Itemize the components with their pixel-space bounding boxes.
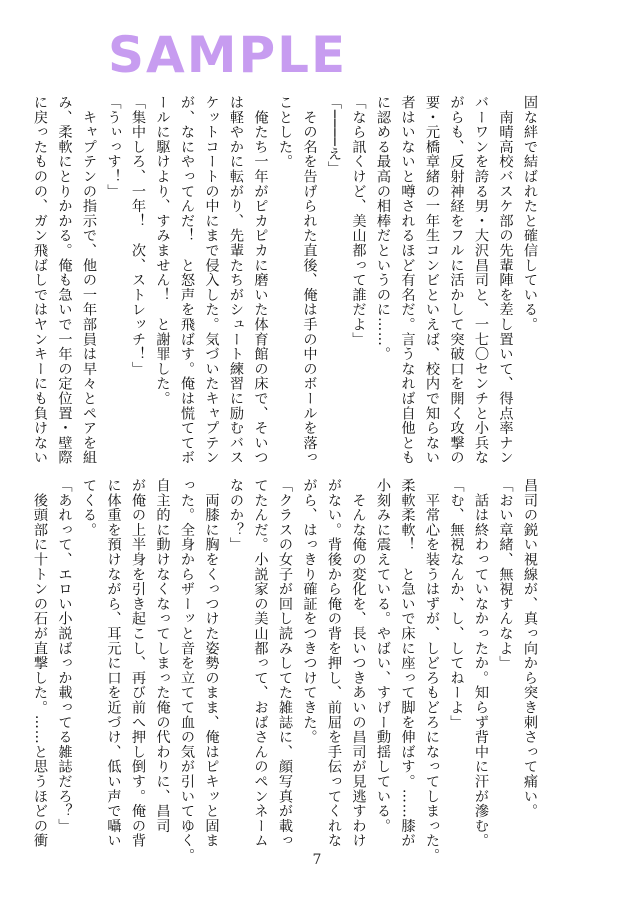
text-line: ケットコートの中にまで侵入した。気づいたキャプテン: [203, 95, 220, 465]
sample-watermark: SAMPLE: [108, 26, 348, 84]
text-line: そんな俺の変化を、長いつきあいの昌司が見逃すわけ: [350, 478, 367, 848]
text-line: は軽やかに転がり、先輩たちがシュート練習に励むバス: [228, 95, 244, 465]
text-line: 話は終わっていなかったか。知らず背中に汗が滲む。: [473, 478, 489, 848]
text-line: 南晴高校バスケ部の先輩陣を差し置いて、得点率ナン: [497, 95, 514, 465]
text-line: 平常心を装うはずが、しどろもどろになってしまった。: [424, 478, 440, 863]
text-line: み、柔軟にとりかかる。俺も急いで一年の定位置・壁際: [56, 95, 73, 465]
text-line: がない。背後から俺の背を押し、前屈を手伝ってくれな: [326, 478, 342, 848]
text-line: なのか？」: [228, 478, 244, 552]
text-line: った。全身からザーッと音を立てて血の気が引いてゆく。: [179, 478, 195, 863]
page-number: 7: [312, 852, 322, 868]
text-line: 「なら訊くけど、美山都って誰だよ」: [350, 95, 367, 347]
text-line: バーワンを誇る男・大沢昌司と、一七〇センチと小兵な: [473, 95, 489, 465]
text-line: がら、はっきり確証をつきつけてきた。: [301, 478, 318, 745]
text-line: ールに駆けより、すみません！ と謝罪した。: [154, 95, 171, 406]
text-line: 自主的に動けなくなってしまった俺の代わりに、昌司: [154, 478, 171, 834]
text-line: 「クラスの女子が回し読みしてた雑誌に、顔写真が載っ: [277, 478, 293, 848]
text-line: 固な絆で結ばれたと確信している。: [522, 95, 538, 332]
text-line: 俺たち一年がピカピカに磨いた体育館の床で、そいつ: [252, 95, 269, 465]
text-line: に戻ったものの、ガン飛ばしではヤンキーにも負けない: [32, 95, 48, 465]
text-line: に認める最高の相棒だというのに……。: [375, 95, 391, 362]
text-line: 両膝に胸をくっつけた姿勢のまま、俺はピキッと固ま: [203, 478, 220, 848]
text-line: キャプテンの指示で、他の一年部員は早々とペアを組: [81, 95, 97, 465]
text-line: 「うぃっす！」: [105, 95, 122, 199]
text-block-top: [32, 95, 542, 465]
text-line: 柔軟柔軟！ と急いで床に座って脚を伸ばす。……膝が: [399, 478, 416, 848]
text-line: が、なにやってんだ！ と怒声を飛ばす。俺は慌ててボ: [179, 95, 195, 465]
text-line: ことした。: [277, 95, 293, 169]
text-line: がらも、反射神経をフルに活かして突破口を開く攻撃の: [448, 95, 465, 465]
text-block-bottom: [32, 478, 542, 863]
text-line: てくる。: [81, 478, 97, 538]
text-line: 「おい章緒、無視すんなよ」: [497, 478, 514, 671]
text-line: 小刻みに震えている。やばい、すげー動揺している。: [375, 478, 391, 834]
text-line: 者はいないと噂されるほど有名だ。言うなれば自他とも: [399, 95, 416, 465]
text-line: 「集中しろ、一年！ 次、ストレッチ！」: [130, 95, 146, 377]
text-line: 昌司の鋭い視線が、真っ向から突き刺さって痛い。: [522, 478, 538, 819]
text-line: が俺の上半身を引き起こし、再び前へ押し倒す。俺の背: [130, 478, 146, 848]
text-line: 「あれって、エロい小説ばっか載ってる雑誌だろ？」: [56, 478, 73, 834]
text-line: その名を告げられた直後、俺は手の中のボールを落っ: [301, 95, 318, 465]
text-line: に体重を預けながら、耳元に口を近づけ、低い声で囁い: [105, 478, 122, 848]
text-line: 後頭部に十トンの石が直撃した。……と思うほどの衝: [32, 478, 48, 848]
text-line: 「む、無視なんか、し、してねーよ」: [448, 478, 465, 730]
text-line: てたんだ。小説家の美山都って、おばさんのペンネーム: [252, 478, 269, 848]
text-line: 「────え」: [326, 95, 342, 176]
text-line: 要・元橋章緒の一年生コンビといえば、校内で知らない: [424, 95, 440, 465]
